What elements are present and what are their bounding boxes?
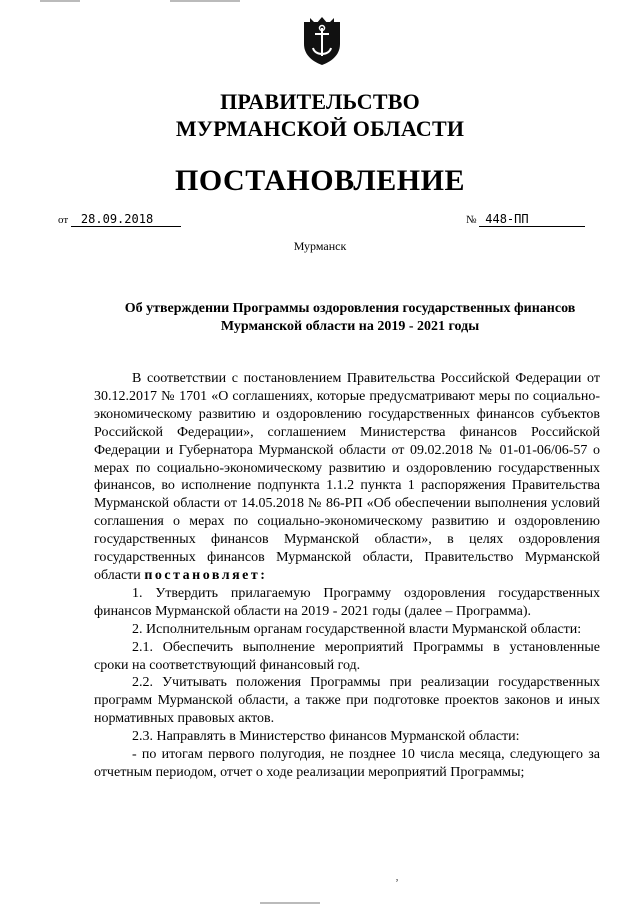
number-value: 448-ПП: [479, 212, 585, 227]
date-field: [58, 212, 181, 227]
preamble-paragraph: [94, 370, 600, 585]
resolves-word: постановляет:: [144, 567, 268, 583]
date-value: 28.09.2018: [71, 212, 181, 227]
scan-mark: ʼ: [395, 876, 399, 890]
document-type-heading: ПОСТАНОВЛЕНИЕ: [175, 164, 465, 197]
coat-of-arms-icon: [302, 14, 342, 66]
number-field: [466, 212, 585, 227]
document-title-line-1: Об утверждении Программы оздоровления государственных финансов: [124, 301, 576, 316]
paragraph-2-1: 2.1. Обеспечить выполнение мероприятий Программы в установленные сроки на соответствующий финансовый год.: [94, 639, 600, 673]
issuer-heading: [0, 88, 640, 142]
number-label: №: [466, 214, 477, 226]
paragraph-2: 2. Исполнительным органам государственной власти Мурманской области:: [132, 621, 582, 637]
scan-artifact-line: [260, 902, 320, 904]
document-title-line-2: Мурманской области на 2019 - 2021 годы: [220, 319, 480, 334]
issuer-line-1: ПРАВИТЕЛЬСТВО: [220, 89, 420, 114]
document-title: [90, 300, 610, 336]
preamble-text: В соответствии с постановлением Правительства Российской Федерации от 30.12.2017 № 1701 «О соглашениях, которые предусматривают меры по социально-экономическому развитию и оздоровлению государственных финансов субъектов Российской Федерации», соглашением Министерства финансов Российской Федерации и Губернатора Мурманской области от 09.02.2018 № 01-01-06/06-57 о мерах по социально-экономическому развитию и оздоровлению государственных финансов, во исполнение подпункта 1.1.2 пункта 1 распоряжения Правительства Мурманской области от 14.05.2018 № 86-РП «Об обеспечении выполнения условий соглашения о мерах по социально-экономическому развитию и оздоровлению государственных финансов Мурманской области», в целях оздоровления государственных финансов Мурманской области, Правительство Мурманской области: [94, 371, 600, 583]
issuer-line-2: МУРМАНСКОЙ ОБЛАСТИ: [175, 116, 465, 141]
date-number-row: [58, 210, 598, 230]
document-body: [94, 370, 600, 782]
paragraph-2-2: 2.2. Учитывать положения Программы при реализации государственных программ Мурманской области, а также при подготовке проектов законов и иных нормативных правовых актов.: [94, 675, 600, 727]
paragraph-2-3: 2.3. Направлять в Министерство финансов Мурманской области:: [132, 729, 520, 745]
paragraph-1: 1. Утвердить прилагаемую Программу оздоровления государственных финансов Мурманской области на 2019 - 2021 годы (далее – Программа).: [94, 585, 600, 619]
date-label: от: [58, 214, 69, 226]
scan-artifact-line: [170, 0, 240, 2]
paragraph-2-3-item: - по итогам первого полугодия, не позднее 10 числа месяца, следующего за отчетным периодом, отчет о ходе реализации мероприятий Программы;: [94, 747, 600, 780]
scan-artifact-line: [40, 0, 80, 2]
city-name: Мурманск: [293, 239, 347, 253]
